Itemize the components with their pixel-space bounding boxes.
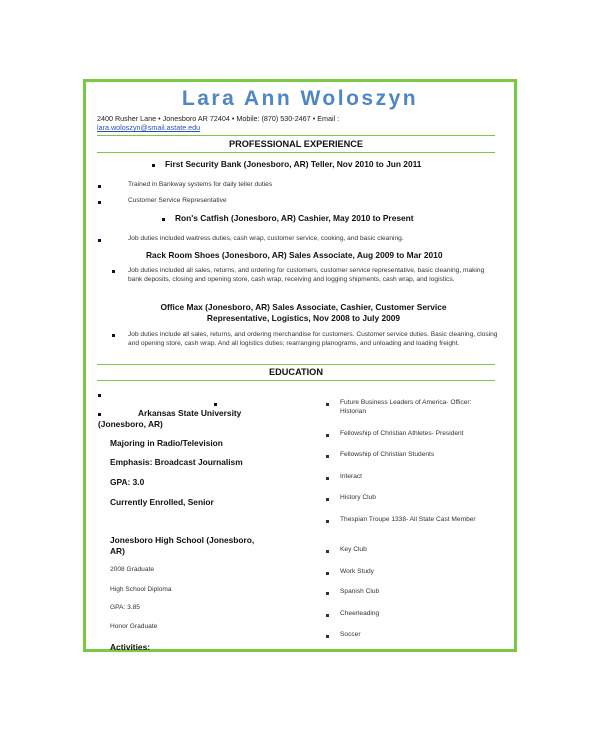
bullet-icon xyxy=(98,239,101,242)
bullet-icon xyxy=(326,498,329,501)
activity-item: Key Club xyxy=(340,546,367,553)
emphasis: Emphasis: Broadcast Journalism xyxy=(110,457,243,467)
separator-icon: • xyxy=(231,114,235,123)
job-title: Ron's Catfish (Jonesboro, AR) Cashier, May 2010 to Present xyxy=(175,213,414,223)
high-school: Jonesboro High School (Jonesboro, AR) xyxy=(110,535,255,556)
city: Jonesboro AR 72404 xyxy=(162,114,230,123)
job-title: Rack Room Shoes (Jonesboro, AR) Sales Associate, Aug 2009 to Mar 2010 xyxy=(146,250,443,260)
hs-detail: Honor Graduate xyxy=(110,623,158,630)
activity-item: Spanish Club xyxy=(340,588,380,595)
bullet-icon xyxy=(326,550,329,553)
bullet-icon xyxy=(326,592,329,595)
experience-heading: PROFESSIONAL EXPERIENCE xyxy=(228,139,364,149)
email-link[interactable]: lara.woloszyn@smail.astate.edu xyxy=(97,123,201,132)
address-line: 2400 Rusher Lane xyxy=(97,114,157,123)
bullet-icon xyxy=(98,185,101,188)
bullet-icon xyxy=(214,403,217,406)
mobile: Mobile: (870) 530-2467 xyxy=(236,114,311,123)
bullet-icon xyxy=(152,164,155,167)
activity-item: Future Business Leaders of America- Officer: Historian xyxy=(340,399,472,415)
job-detail: Customer Service Representative xyxy=(128,197,227,204)
section-rule xyxy=(97,152,495,153)
enrollment-status: Currently Enrolled, Senior xyxy=(110,497,214,507)
hs-detail: High School Diploma xyxy=(110,586,172,593)
section-rule xyxy=(97,135,495,136)
gpa: GPA: 3.0 xyxy=(110,477,145,487)
bullet-icon xyxy=(112,334,115,337)
activity-item: History Club xyxy=(340,494,376,501)
email-label: Email : xyxy=(317,114,340,123)
activity-item: Cheerleading xyxy=(340,610,380,617)
bullet-icon xyxy=(162,218,165,221)
job-detail: Trained in Bankway systems for daily teller duties xyxy=(128,181,273,188)
bullet-icon xyxy=(326,635,329,638)
activity-item: Thespian Troupe 1338- All State Cast Member xyxy=(340,516,476,523)
bullet-icon xyxy=(112,270,115,273)
separator-icon: • xyxy=(312,114,316,123)
bullet-icon xyxy=(326,455,329,458)
job-title: Office Max (Jonesboro, AR) Sales Associate, Cashier, Customer Service Representative, Logistics, Nov 2008 to July 2009 xyxy=(160,302,447,323)
bullet-icon xyxy=(326,434,329,437)
hs-detail: GPA: 3.85 xyxy=(110,604,140,611)
separator-icon: • xyxy=(158,114,161,123)
bullet-icon xyxy=(98,201,101,204)
education-heading: EDUCATION xyxy=(269,367,323,377)
activity-item: Soccer xyxy=(340,631,361,638)
activity-item: Work Study xyxy=(340,568,374,575)
bullet-icon xyxy=(326,572,329,575)
bullet-icon xyxy=(98,394,101,397)
job-title: First Security Bank (Jonesboro, AR) Teller, Nov 2010 to Jun 2011 xyxy=(165,159,422,169)
bullet-icon xyxy=(326,477,329,480)
job-detail: Job duties included all sales, returns, and ordering for customers, customer service representative, basic cleaning, making bank deposits, closing and opening store, cash wrap, receiving and logging shipments, cash wrap, and logistics. xyxy=(128,267,485,283)
activity-item: Interact xyxy=(340,473,362,480)
resume-page xyxy=(83,79,517,652)
bullet-icon xyxy=(326,614,329,617)
job-detail: Job duties included waitress duties, cash wrap, customer service, cooking, and basic cleaning. xyxy=(128,235,404,242)
activity-item: Fellowship of Christian Athletes- President xyxy=(340,430,464,437)
candidate-name: Lara Ann Woloszyn xyxy=(181,87,419,110)
hs-detail: 2008 Graduate xyxy=(110,566,154,573)
activities-label: Activities: xyxy=(110,642,151,652)
job-detail: Job duties include all sales, returns, and ordering merchandise for customers. Customer service duties. Basic cleaning, closing and opening store, cash wrap. And all logistics duties; rearranging planograms, and unloading and loading freight. xyxy=(128,331,498,347)
section-rule xyxy=(97,380,495,381)
university: Arkansas State University (Jonesboro, AR) xyxy=(98,408,242,429)
activity-item: Fellowship of Christian Students xyxy=(340,451,435,458)
section-rule xyxy=(97,364,495,365)
bullet-icon xyxy=(326,520,329,523)
major: Majoring in Radio/Television xyxy=(110,438,223,448)
bullet-icon xyxy=(326,403,329,406)
contact-info xyxy=(97,114,417,132)
